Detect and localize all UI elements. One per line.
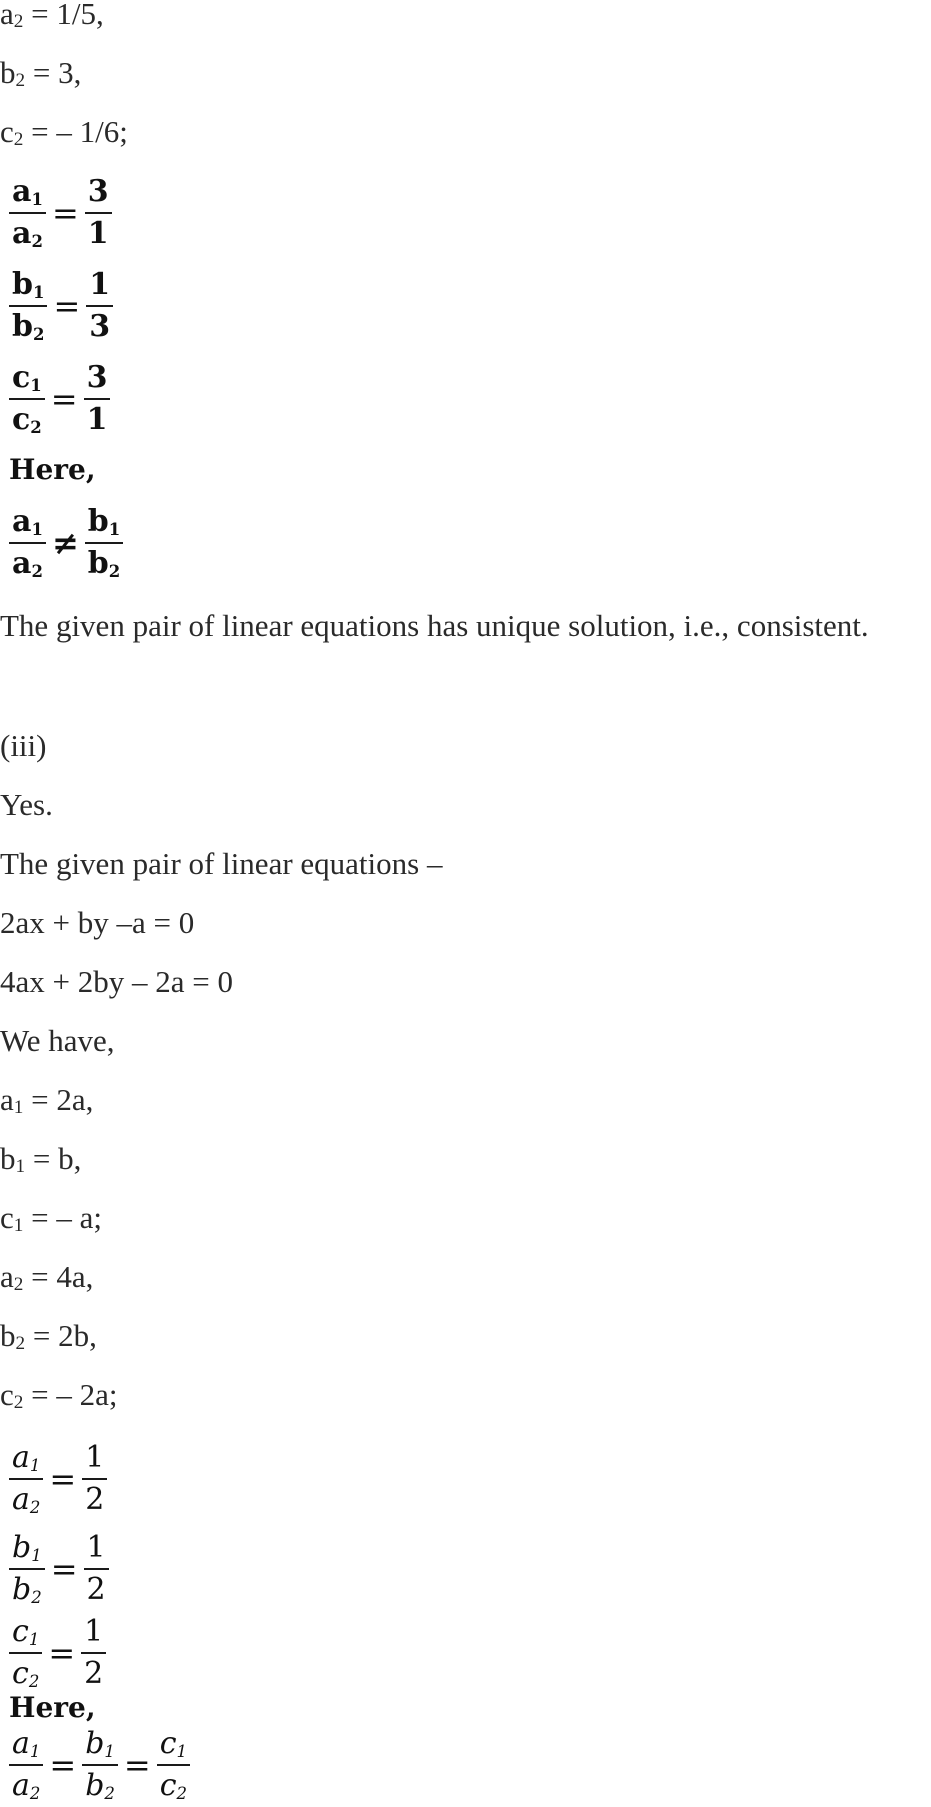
- here-heading: Here,: [9, 1691, 96, 1724]
- ratio-equality-chain: [9, 1724, 190, 1806]
- fraction-b1-b2: $\frac{b_1}{b_2}$: [9, 265, 47, 347]
- coef-a2-line: $a_2 = 4a$,: [0, 1259, 94, 1295]
- equals-sign: =: [51, 194, 79, 232]
- ratio-a-equation: [9, 172, 112, 254]
- ratio-a-equation: [9, 1438, 107, 1520]
- fraction-a1-a2: $\frac{a_1}{a_2}$: [9, 172, 46, 254]
- fraction-c1-c2: $\frac{c_1}{c_2}$: [9, 358, 45, 440]
- fraction-a1-a2: $\frac{a_1}{a_2}$: [9, 502, 46, 584]
- coef-b2-line: $b_2 = 2b$,: [0, 1318, 97, 1354]
- fraction-c1-c2: $\frac{c_1}{c_2}$: [157, 1724, 190, 1806]
- ratio-c-equation: [9, 1612, 106, 1694]
- coef-a1-line: $a_1 = 2a$,: [0, 1082, 94, 1118]
- equals-sign: =: [49, 1746, 77, 1784]
- equation-1: 2ax + by –a = 0: [0, 905, 195, 940]
- answer-text: Yes.: [0, 787, 53, 822]
- fraction-a1-a2: $\frac{a_1}{a_2}$: [9, 1724, 43, 1806]
- equals-sign: =: [123, 1746, 151, 1784]
- fraction-b1-b2: $\frac{b_1}{b_2}$: [9, 1528, 45, 1610]
- fraction-value: $\frac{3}{1}$: [84, 358, 111, 440]
- here-heading: Here,: [9, 453, 96, 486]
- fraction-value: $\frac{1}{2}$: [81, 1612, 106, 1694]
- coef-b2-line: $b_2 = 3$,: [0, 55, 82, 91]
- equals-sign: =: [48, 1634, 76, 1672]
- equals-sign: =: [49, 1460, 77, 1498]
- equals-sign: =: [50, 1550, 78, 1588]
- ratio-b-equation: [9, 1528, 109, 1610]
- part-label: (iii): [0, 728, 47, 763]
- coef-a2-line: $a_2 = 1/5$,: [0, 0, 104, 32]
- conclusion-text: The given pair of linear equations has unique solution, i.e., consistent.: [0, 608, 869, 643]
- ratio-c-equation: [9, 358, 110, 440]
- fraction-c1-c2: $\frac{c_1}{c_2}$: [9, 1612, 42, 1694]
- fraction-b1-b2: $\frac{b_1}{b_2}$: [85, 502, 123, 584]
- coef-c2-line: $c_2$ = – 1/6;: [0, 114, 128, 150]
- ratio-b-equation: [9, 265, 113, 347]
- fraction-a1-a2: $\frac{a_1}{a_2}$: [9, 1438, 43, 1520]
- not-equal-sign: ≠: [51, 524, 79, 562]
- fraction-b1-b2: $\frac{b_1}{b_2}$: [82, 1724, 118, 1806]
- intro-text: The given pair of linear equations –: [0, 846, 443, 881]
- coef-c2-line: $c_2$ = – 2a;: [0, 1377, 118, 1413]
- coef-c1-line: $c_1$ = – a;: [0, 1200, 102, 1236]
- fraction-value: $\frac{3}{1}$: [85, 172, 112, 254]
- fraction-value: $\frac{1}{2}$: [84, 1528, 109, 1610]
- ratio-comparison: [9, 502, 123, 584]
- equation-2: 4ax + 2by – 2a = 0: [0, 964, 233, 999]
- equals-sign: =: [53, 287, 81, 325]
- we-have-text: We have,: [0, 1023, 115, 1058]
- fraction-value: $\frac{1}{2}$: [82, 1438, 107, 1520]
- equals-sign: =: [50, 380, 78, 418]
- fraction-value: $\frac{1}{3}$: [86, 265, 113, 347]
- coef-b1-line: $b_1 = b$,: [0, 1141, 82, 1177]
